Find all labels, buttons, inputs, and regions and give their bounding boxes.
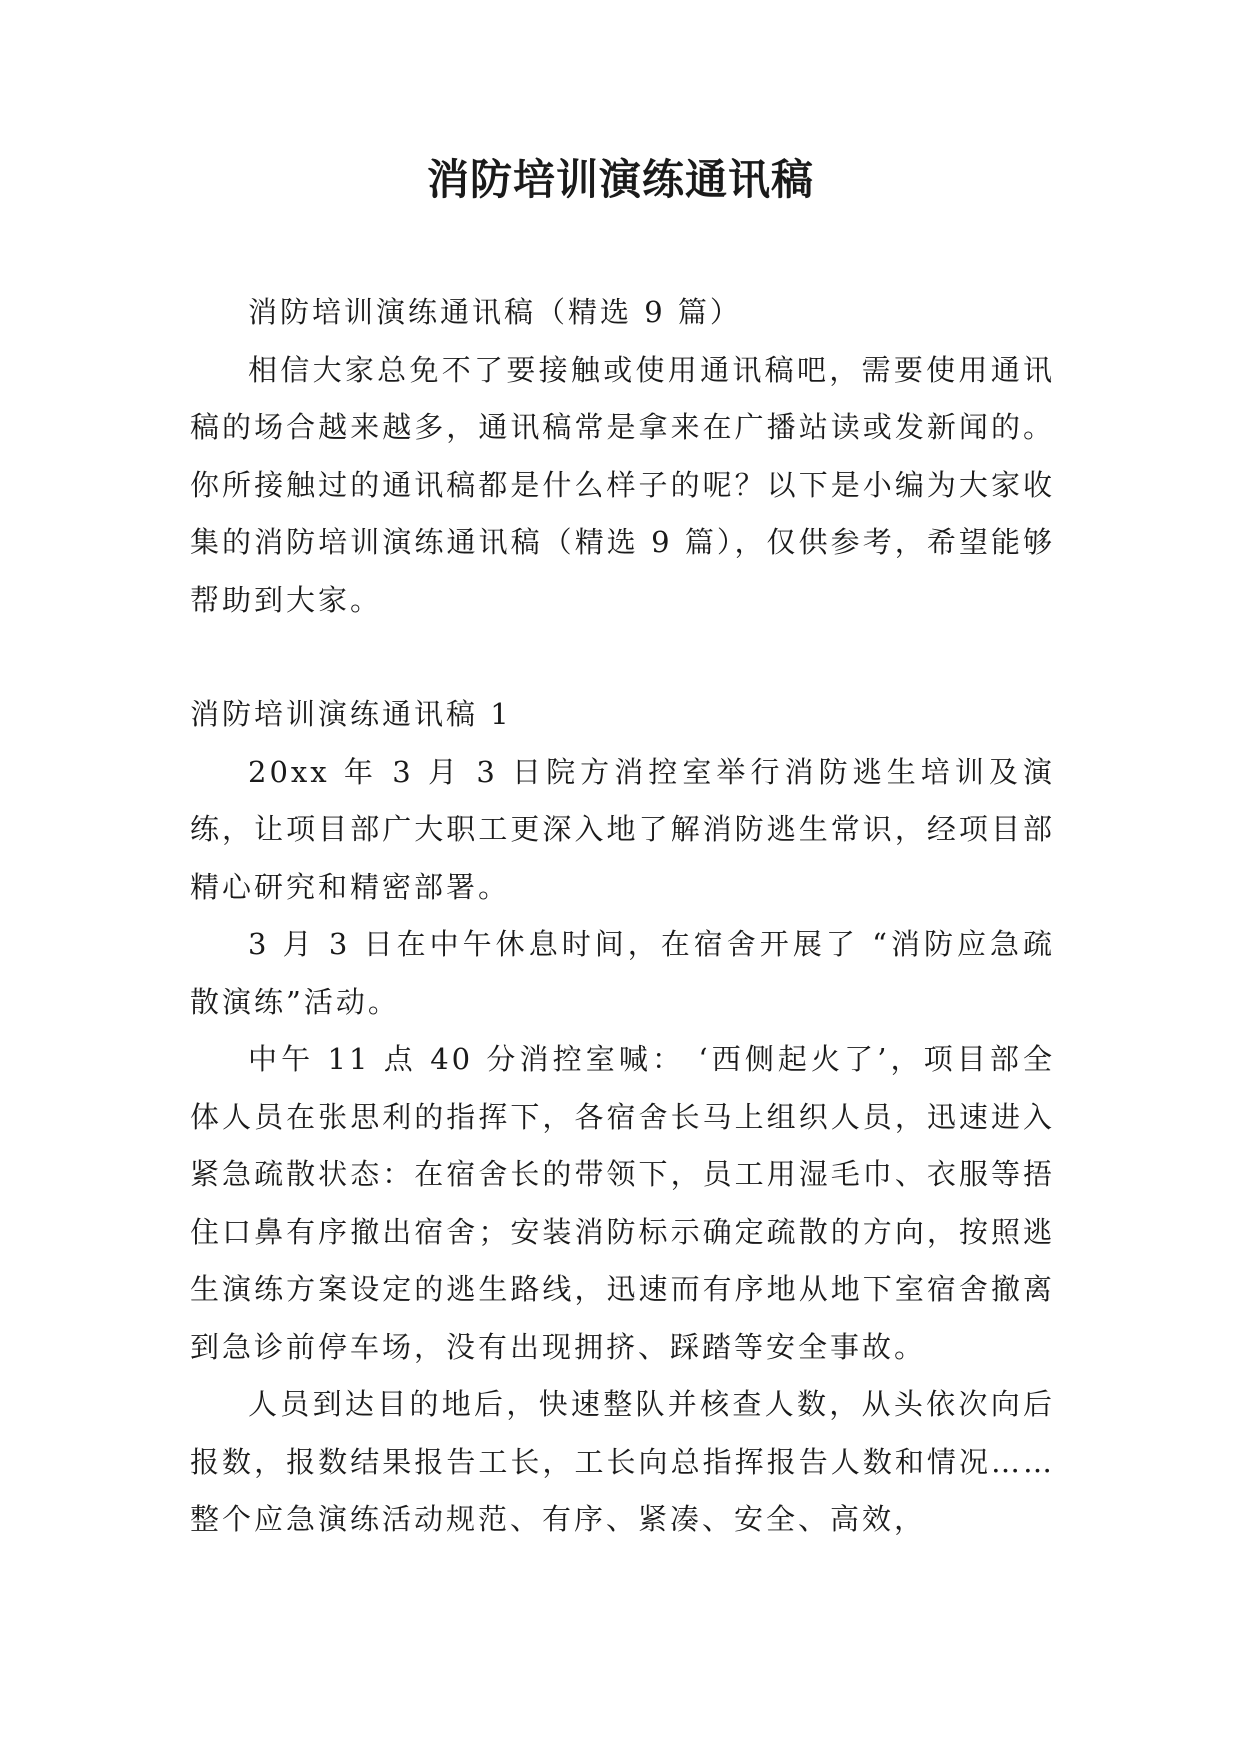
body-paragraph-4: 人员到达目的地后，快速整队并核查人数，从头依次向后报数，报数结果报告工长，工长向总指挥报告人数和情况……整个应急演练活动规范、有序、紧凑、安全、高效，	[190, 1387, 1055, 1536]
section-heading: 消防培训演练通讯稿 1	[190, 697, 512, 731]
body-paragraph-2: 3 月 3 日在中午休息时间，在宿舍开展了 “消防应急疏散演练”活动。	[190, 927, 1055, 1019]
intro-paragraph: 相信大家总免不了要接触或使用通讯稿吧，需要使用通讯稿的场合越来越多，通讯稿常是拿来在广播站读或发新闻的。你所接触过的通讯稿都是什么样子的呢？以下是小编为大家收集的消防培训演练通讯稿（精选 9 篇），仅供参考，希望能够帮助到大家。	[190, 352, 1055, 617]
body-paragraph-3: 中午 11 点 40 分消控室喊： ‘西侧起火了’，项目部全体人员在张思利的指挥下，各宿舍长马上组织人员，迅速进入紧急疏散状态：在宿舍长的带领下，员工用湿毛巾、衣服等捂住口鼻有序撤出宿舍；安装消防标示确定疏散的方向，按照逃生演练方案设定的逃生路线，迅速而有序地从地下室宿舍撤离到急诊前停车场，没有出现拥挤、踩踏等安全事故。	[190, 1042, 1055, 1364]
body-paragraph-1: 20xx 年 3 月 3 日院方消控室举行消防逃生培训及演练，让项目部广大职工更深入地了解消防逃生常识，经项目部精心研究和精密部署。	[190, 754, 1055, 904]
document-title: 消防培训演练通讯稿	[426, 155, 814, 204]
section-spacer	[190, 629, 1055, 686]
document-body	[190, 284, 1055, 1549]
document-subtitle: 消防培训演练通讯稿（精选 9 篇）	[248, 295, 742, 329]
